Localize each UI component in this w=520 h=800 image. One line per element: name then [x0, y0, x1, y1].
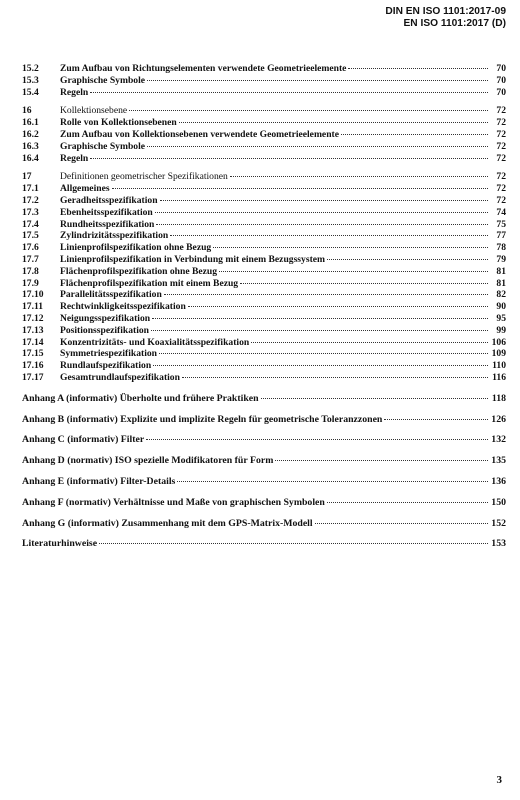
dot-leader — [182, 377, 488, 378]
toc-entry-17-16[interactable]: 17.16 Rundlaufspezifikation 110 — [22, 360, 506, 372]
toc-entry-15-2[interactable]: 15.2 Zum Aufbau von Richtungselementen verwendete Geometrieelemente 70 — [22, 63, 506, 74]
dot-leader — [147, 80, 488, 81]
dot-leader — [341, 134, 488, 135]
toc-entry-17-12[interactable]: 17.12 Neigungsspezifikation 95 — [22, 312, 506, 324]
header-standard-din: DIN EN ISO 1101:2017-09 — [385, 6, 506, 17]
toc-entry-16[interactable]: 16 Kollektionsebene 72 — [22, 105, 506, 117]
toc-entry-17-15[interactable]: 17.15 Symmetriespezifikation 109 — [22, 348, 506, 360]
toc-entry-annex-e[interactable]: Anhang E (informativ) Filter-Details 136 — [22, 475, 506, 487]
toc-entry-15-3[interactable]: 15.3 Graphische Symbole 70 — [22, 74, 506, 86]
toc-entry-annex-b[interactable]: Anhang B (informativ) Explizite und implizite Regeln für geometrische Toleranzzonen 126 — [22, 413, 506, 425]
spacer — [22, 446, 506, 455]
spacer — [22, 488, 506, 497]
dot-leader — [230, 176, 488, 177]
spacer — [22, 529, 506, 538]
document-header — [385, 6, 506, 29]
dot-leader — [170, 235, 488, 236]
spacer — [22, 98, 506, 105]
dot-leader — [327, 502, 488, 503]
dot-leader — [159, 353, 488, 354]
dot-leader — [327, 259, 488, 260]
toc-entry-15-4[interactable]: 15.4 Regeln 70 — [22, 86, 506, 98]
toc-entry-17-8[interactable]: 17.8 Flächenprofilspezifikation ohne Bezug 81 — [22, 265, 506, 277]
toc-entry-17-6[interactable]: 17.6 Linienprofilspezifikation ohne Bezug 78 — [22, 242, 506, 254]
dot-leader — [156, 224, 488, 225]
dot-leader — [275, 460, 488, 461]
toc-entry-17-13[interactable]: 17.13 Positionsspezifikation 99 — [22, 324, 506, 336]
dot-leader — [129, 110, 488, 111]
toc-entry-bibliography[interactable]: Literaturhinweise 153 — [22, 538, 506, 550]
dot-leader — [261, 398, 488, 399]
dot-leader — [384, 419, 488, 420]
spacer — [22, 405, 506, 414]
dot-leader — [147, 146, 488, 147]
dot-leader — [151, 330, 488, 331]
dot-leader — [112, 188, 488, 189]
toc-entry-17-17[interactable]: 17.17 Gesamtrundlaufspezifikation 116 — [22, 371, 506, 383]
header-standard-en: EN ISO 1101:2017 (D) — [403, 17, 506, 29]
dot-leader — [152, 318, 488, 319]
dot-leader — [90, 92, 488, 93]
dot-leader — [251, 342, 488, 343]
toc-entry-17-11[interactable]: 17.11 Rechtwinkligkeitsspezifikation 90 — [22, 301, 506, 313]
toc-entry-17-2[interactable]: 17.2 Geradheitsspezifikation 72 — [22, 194, 506, 206]
toc-entry-17-4[interactable]: 17.4 Rundheitsspezifikation 75 — [22, 218, 506, 230]
toc-entry-annex-f[interactable]: Anhang F (normativ) Verhältnisse und Maße von graphischen Symbolen 150 — [22, 496, 506, 508]
spacer — [22, 164, 506, 171]
dot-leader — [90, 158, 488, 159]
dot-leader — [99, 543, 488, 544]
toc-entry-annex-d[interactable]: Anhang D (normativ) ISO spezielle Modifikatoren für Form 135 — [22, 455, 506, 467]
toc-entry-16-4[interactable]: 16.4 Regeln 72 — [22, 152, 506, 164]
toc-entry-annex-g[interactable]: Anhang G (informativ) Zusammenhang mit dem GPS-Matrix-Modell 152 — [22, 517, 506, 529]
dot-leader — [188, 306, 488, 307]
dot-leader — [219, 271, 488, 272]
toc-entry-annex-c[interactable]: Anhang C (informativ) Filter 132 — [22, 434, 506, 446]
dot-leader — [155, 212, 488, 213]
dot-leader — [315, 523, 488, 524]
toc-entry-16-2[interactable]: 16.2 Zum Aufbau von Kollektionsebenen verwendete Geometrieelemente 72 — [22, 128, 506, 140]
spacer — [22, 509, 506, 518]
page-number: 3 — [496, 774, 502, 786]
toc-entry-16-3[interactable]: 16.3 Graphische Symbole 72 — [22, 140, 506, 152]
dot-leader — [179, 122, 488, 123]
toc-entry-17-1[interactable]: 17.1 Allgemeines 72 — [22, 183, 506, 195]
dot-leader — [240, 283, 488, 284]
dot-leader — [153, 365, 488, 366]
spacer — [22, 467, 506, 476]
dot-leader — [213, 247, 488, 248]
dot-leader — [160, 200, 488, 201]
dot-leader — [348, 68, 488, 69]
toc-entry-17-10[interactable]: 17.10 Parallelitätsspezifikation 82 — [22, 289, 506, 301]
toc-entry-annex-a[interactable]: Anhang A (informativ) Überholte und frühere Praktiken 118 — [22, 392, 506, 404]
toc-entry-16-1[interactable]: 16.1 Rolle von Kollektionsebenen 72 — [22, 117, 506, 129]
dot-leader — [146, 439, 488, 440]
toc-entry-17[interactable]: 17 Definitionen geometrischer Spezifikationen 72 — [22, 171, 506, 183]
dot-leader — [164, 294, 488, 295]
toc-entry-17-9[interactable]: 17.9 Flächenprofilspezifikation mit einem Bezug 81 — [22, 277, 506, 289]
spacer — [22, 425, 506, 434]
toc-entry-17-14[interactable]: 17.14 Konzentrizitäts- und Koaxialitätsspezifikation 106 — [22, 336, 506, 348]
toc-entry-17-5[interactable]: 17.5 Zylindrizitätsspezifikation 77 — [22, 230, 506, 242]
toc-entry-17-7[interactable]: 17.7 Linienprofilspezifikation in Verbindung mit einem Bezugssystem 79 — [22, 253, 506, 265]
toc-entry-17-3[interactable]: 17.3 Ebenheitsspezifikation 74 — [22, 206, 506, 218]
spacer — [22, 384, 506, 393]
dot-leader — [177, 481, 488, 482]
table-of-contents — [22, 63, 506, 550]
